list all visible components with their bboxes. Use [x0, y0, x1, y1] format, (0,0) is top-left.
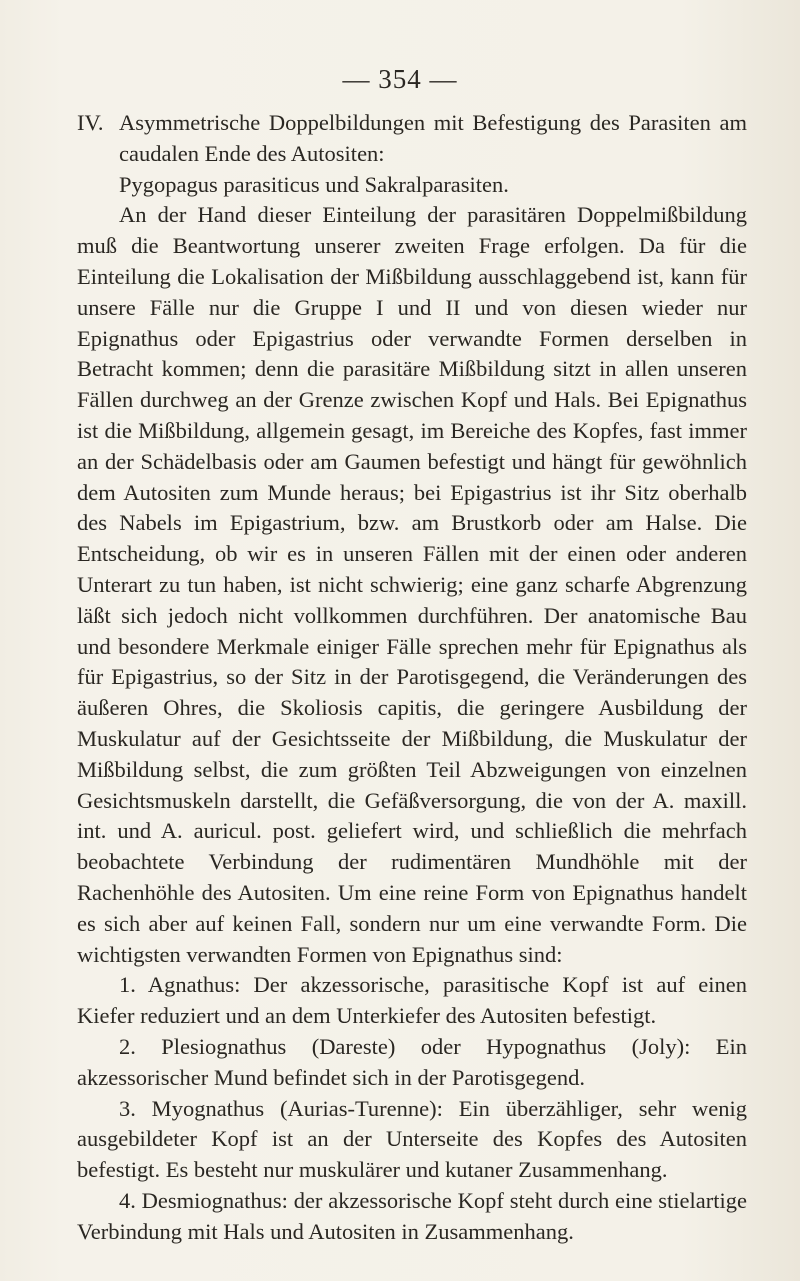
section-number: IV. [77, 110, 104, 135]
list-item-plesiognathus: 2. Plesiognathus (Dareste) oder Hypognathus (Joly): Ein akzessorischer Mund befindet sich in der Parotisgegend. [77, 1033, 747, 1090]
list-item-agnathus: 1. Agnathus: Der akzessorische, parasitische Kopf ist auf einen Kiefer reduziert und an dem Unterkiefer des Autositen befestigt. [77, 972, 747, 1029]
section-heading-text: Asymmetrische Doppelbildungen mit Befestigung des Parasiten am caudalen Ende des Autositen: [119, 110, 747, 166]
section-heading [77, 108, 747, 170]
page-number: — 354 — [342, 64, 458, 94]
section-subheading: Pygopagus parasiticus und Sakralparasiten. [119, 171, 509, 197]
body-paragraph: An der Hand dieser Einteilung der parasitären Doppelmißbildung muß die Beantwortung unserer zweiten Frage erfolgen. Da für die Einteilung die Lokalisation der Mißbildung ausschlaggebend ist, kann für unsere Fälle nur die Gruppe I und II und von diesen wieder nur Epignathus oder Epigastrius oder verwandte Formen derselben in Betracht kommen; denn die parasitäre Mißbildung sitzt in allen unseren Fällen durchweg an der Grenze zwischen Kopf und Hals. Bei Epignathus ist die Mißbildung, allgemein gesagt, im Bereiche des Kopfes, fast immer an der Schädelbasis oder am Gaumen befestigt und hängt für gewöhnlich dem Autositen zum Munde heraus; bei Epigastrius ist ihr Sitz oberhalb des Nabels im Epigastrium, bzw. am Brustkorb oder am Halse. Die Entscheidung, ob wir es in unseren Fällen mit der einen oder anderen Unterart zu tun haben, ist nicht schwierig; eine ganz scharfe Abgrenzung läßt sich jedoch nicht vollkommen durchführen. Der anatomische Bau und besondere Merkmale einiger Fälle sprechen mehr für Epignathus als für Epigastrius, so der Sitz in der Parotisgegend, die Veränderungen des äußeren Ohres, die Skoliosis capitis, die geringere Ausbildung der Muskulatur auf der Gesichtsseite der Mißbildung, die Muskulatur der Mißbildung selbst, die zum größten Teil Abzweigungen von einzelnen Gesichtsmuskeln darstellt, die Gefäßversorgung, die von der A. maxill. int. und A. auricul. post. geliefert wird, und schließlich die mehrfach beobachtete Verbindung der rudimentären Mundhöhle mit der Rachenhöhle des Autositen. Um eine reine Form von Epignathus handelt es sich aber auf keinen Fall, sondern nur um eine verwandte Form. Die wichtigsten verwandten Formen von Epignathus sind: [77, 202, 747, 967]
list-item-myognathus: 3. Myognathus (Aurias-Turenne): Ein überzähliger, sehr wenig ausgebildeter Kopf ist an der Unterseite des Kopfes des Autositen befestigt. Es besteht nur muskulärer und kutaner Zusammenhang. [77, 1095, 747, 1183]
page-body [77, 108, 747, 1247]
list-item-desmiognathus: 4. Desmiognathus: der akzessorische Kopf steht durch eine stielartige Verbindung mit Hals und Autositen in Zusammenhang. [77, 1187, 747, 1244]
